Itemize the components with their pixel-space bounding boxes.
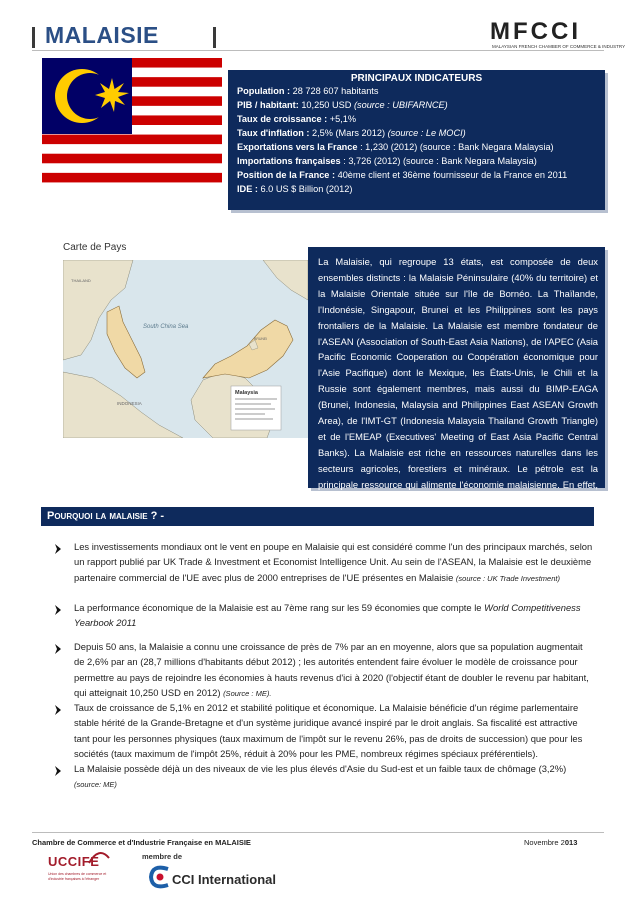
flag-stripe [42, 163, 222, 173]
indicator-pib: PIB / habitant: 10,250 USD (source : UBIFARNCE) [237, 100, 448, 110]
indicator-inflation: Taux d'inflation : 2,5% (Mars 2012) (source : Le MOCI) [237, 128, 466, 138]
bullet-item: La performance économique de la Malaisie est au 7ème rang sur les 59 économies que compte le World Competitiveness Yearbook 2011 [74, 602, 581, 629]
country-description-box [308, 247, 605, 506]
bullet-arrow-icon [53, 604, 63, 616]
uccife-name: UCCIFE [48, 854, 100, 869]
bullet-item: Les investissements mondiaux ont le vent en poupe en Malaisie qui est considéré comme l'un des principaux marchés, selon un rapport publié par UK Trade & Investment et Economist Intelligence Unit. Au sein de l'ASEAN, la Malaisie est le deuxième partenaire commercial de l'UE avec plus de 2000 entreprises de l'UE présentes en Malaisie (source : UK Trade Investment) [74, 541, 593, 583]
flag-stripe [42, 154, 222, 164]
uccife-subtitle: Union des chambres de commerce et d'industrie françaises à l'étranger [48, 872, 107, 881]
indicators-box [228, 70, 605, 210]
header-bar-left [32, 27, 35, 48]
svg-text:BRUNEI: BRUNEI [254, 337, 268, 341]
bullet-arrow-icon [53, 765, 63, 777]
indicators-title: PRINCIPAUX INDICATEURS [350, 73, 483, 84]
country-description-text: La Malaisie, qui regroupe 13 états, est composée de deux ensembles distincts : la Malaisie Péninsulaire (40% du territoire) et la Malaisie Orientale située sur l'île de Bornéo. La Thaïlande, l'Indonésie, Singapour, Brunei et les Philippines sont les pays frontaliers de la Malaisie. La Malaisie est membre fondateur de l'ASEAN (Association of South-East Asia Nations), de l'APEC (Asia Pacific Economic Cooperation ou Coopération économique pour l'Asie Pacifique) dont le Mexique, les États-Unis, le Chili et la Russie sont également membres, mais aussi du BIMP-EAGA (Brunei, Indonesia, Malaysia and Philippines East ASEAN Growth Area), de l'IMT-GT (Indonesia Malaysia Thailand Growth Triangle) et de l'EMEAP (Executives' Meeting of East Asia Pacific Central Banks). La Malaisie est riche en ressources naturelles dans les secteurs agricoles, forestiers et minéraux. Le pétrole est la principale ressource qui alimente l'économie malaisienne. En effet, elle est classée 24ème en termes de réserves mondiales et 13ème [318, 256, 598, 506]
map-label: Carte de Pays [63, 242, 127, 253]
header-rule [32, 50, 604, 51]
svg-text:INDONESIA: INDONESIA [117, 401, 142, 406]
logo-subtitle: MALAYSIAN FRENCH CHAMBER OF COMMERCE & INDUSTRY [492, 44, 626, 49]
section-title: Pourquoi la malaisie ? - [47, 510, 165, 522]
indicator-ide: IDE : 6.0 US $ Billion (2012) [237, 184, 353, 194]
indicator-position: Position de la France : 40ème client et 36ème fournisseur de la France en 2011 [237, 170, 568, 180]
footer-rule [32, 832, 604, 833]
bullet-item: Depuis 50 ans, la Malaisie a connu une croissance de près de 7% par an en moyenne, alors que sa population augmentait de 2,6% par an (28,7 millions d'habitants début 2012) ; les autorités entendent faire évoluer le modèle de croissance pour permettre au pays de rejoindre les économies à hauts revenus d'ici à 2020 (l'objectif étant de doubler le revenu par habitant, qui atteignait 10,250 USD en 2012) (Source : ME). [74, 641, 589, 698]
svg-text:THAILAND: THAILAND [71, 278, 91, 283]
footer-date: Novembre 2013 [524, 838, 578, 847]
indicator-population: Population : 28 728 607 habitants [237, 86, 379, 96]
cci-membre-label: membre de [142, 852, 183, 861]
footer-organization: Chambre de Commerce et d'Industrie Française en MALAISIE [32, 838, 251, 847]
svg-text:South China Sea: South China Sea [143, 324, 189, 330]
bullet-arrow-icon [53, 643, 63, 655]
flag-stripe [42, 173, 222, 183]
uccife-logo [44, 850, 114, 896]
section-header [41, 507, 594, 526]
logo-text: MFCCI [490, 18, 581, 45]
flag-stripe [42, 135, 222, 145]
mfcci-logo [490, 18, 626, 49]
indicator-exportations: Exportations vers la France : 1,230 (2012) (source : Bank Negara Malaysia) [237, 142, 554, 152]
svg-text:Malaysia: Malaysia [235, 390, 258, 396]
country-map [63, 260, 308, 438]
page-title: MALAISIE [45, 22, 159, 48]
flag-stripe [42, 144, 222, 154]
malaysia-flag [42, 58, 222, 192]
bullet-arrow-icon [53, 704, 63, 716]
bullet-item: La Malaisie possède déjà un des niveaux de vie les plus élevés d'Asie du Sud-est et un faible taux de chômage (3,2%) (source: ME) [74, 763, 567, 790]
cci-international-logo [140, 850, 280, 896]
bullet-item: Taux de croissance de 5,1% en 2012 et stabilité politique et économique. La Malaisie bénéficie d'un régime parlementaire stable hérité de la Grande-Bretagne et d'un système juridique avancé inspiré par le droit anglais. Sa fiscalité est attractive tant pour les personnes physiques (taux maximum de l'impôt sur le revenu 26%, pas de droits de succession) que pour les sociétés (taux maximum de l'impôt 25%, réduit à 20% pour les PME, nombreux régimes spéciaux préférentiels). [74, 702, 583, 759]
indicator-importations: Importations françaises : 3,726 (2012) (source : Bank Negara Malaysia) [237, 156, 537, 166]
bullet-arrow-icon [53, 543, 63, 555]
indicator-croissance: Taux de croissance : +5,1% [237, 114, 357, 124]
flag-stripe [42, 182, 222, 192]
header-bar-right [213, 27, 216, 48]
cci-name: CCI International [172, 872, 277, 887]
cci-emblem-icon [148, 864, 170, 890]
